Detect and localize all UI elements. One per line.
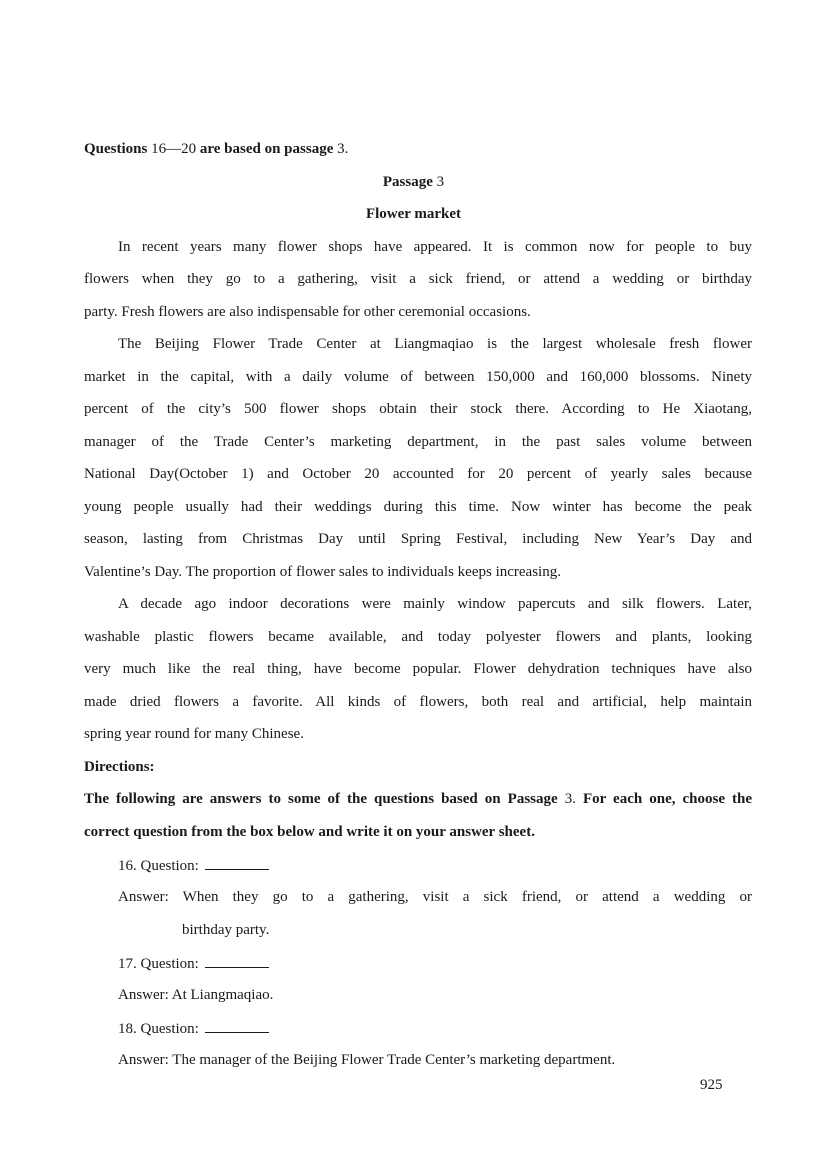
passage-title: Flower market	[365, 206, 462, 222]
p2-line-5: National Day(October 1) and October 20 accounted for 20 percent of yearly sales because	[84, 466, 752, 482]
p2-line-8: Valentine’s Day. The proportion of flower sales to individuals keeps increasing.	[84, 564, 561, 580]
passage-ref: 3.	[337, 141, 349, 157]
answer-16-line-2: birthday party.	[182, 922, 270, 938]
answer-blank-17[interactable]	[205, 953, 269, 968]
p1-line-1: In recent years many flower shops have appeared. It is common now for people to buy	[118, 239, 752, 255]
answer-17: Answer: At Liangmaqiao.	[118, 987, 274, 1003]
p1-line-3: party. Fresh flowers are also indispensable for other ceremonial occasions.	[84, 304, 531, 320]
question-16	[118, 855, 752, 876]
question-17	[118, 953, 752, 974]
question-18	[118, 1018, 752, 1039]
directions-line-1	[84, 789, 752, 809]
question-16-label: 16. Question:	[118, 858, 199, 874]
answer-blank-18[interactable]	[205, 1018, 269, 1033]
page-number: 925	[700, 1077, 723, 1093]
p3-line-2: washable plastic flowers became available, and today polyester flowers and plants, looking	[84, 629, 752, 645]
directions-line-1-a: The following are answers to some of the questions based on Passage	[84, 791, 558, 807]
question-17-label: 17. Question:	[118, 956, 199, 972]
p3-line-4: made dried flowers a favorite. All kinds of flowers, both real and artificial, help maintain	[84, 694, 752, 710]
directions-line-2: correct question from the box below and write it on your answer sheet.	[84, 824, 535, 840]
questions-suffix: are based on passage	[199, 141, 334, 157]
p3-line-5: spring year round for many Chinese.	[84, 726, 304, 742]
passage-label-text: Passage	[382, 174, 433, 190]
questions-prefix: Questions	[84, 141, 148, 157]
p3-line-1: A decade ago indoor decorations were mainly window papercuts and silk flowers. Later,	[118, 596, 752, 612]
directions-passage-number: 3.	[564, 791, 576, 807]
passage-number: 3	[436, 174, 445, 190]
answer-16-line-1: Answer: When they go to a gathering, visit a sick friend, or attend a wedding or	[118, 889, 752, 905]
answer-18: Answer: The manager of the Beijing Flower Trade Center’s marketing department.	[118, 1052, 616, 1068]
questions-range-line	[84, 139, 348, 159]
p2-line-1: The Beijing Flower Trade Center at Liangmaqiao is the largest wholesale fresh flower	[118, 336, 752, 352]
p2-line-6: young people usually had their weddings during this time. Now winter has become the peak	[84, 499, 752, 515]
question-18-label: 18. Question:	[118, 1021, 199, 1037]
p2-line-3: percent of the city’s 500 flower shops obtain their stock there. According to He Xiaotang,	[84, 401, 752, 417]
directions-line-1-b: For each one, choose the	[582, 791, 753, 807]
p2-line-2: market in the capital, with a daily volume of between 150,000 and 160,000 blossoms. Ninety	[84, 369, 752, 385]
questions-range: 16—20	[151, 141, 197, 157]
passage-label	[0, 172, 827, 192]
p1-line-2: flowers when they go to a gathering, visit a sick friend, or attend a wedding or birthday	[84, 271, 752, 287]
answer-blank-16[interactable]	[205, 855, 269, 870]
p3-line-3: very much like the real thing, have become popular. Flower dehydration techniques have also	[84, 661, 752, 677]
directions-label: Directions:	[84, 759, 155, 775]
p2-line-4: manager of the Trade Center’s marketing department, in the past sales volume between	[84, 434, 752, 450]
p2-line-7: season, lasting from Christmas Day until Spring Festival, including New Year’s Day and	[84, 531, 752, 547]
